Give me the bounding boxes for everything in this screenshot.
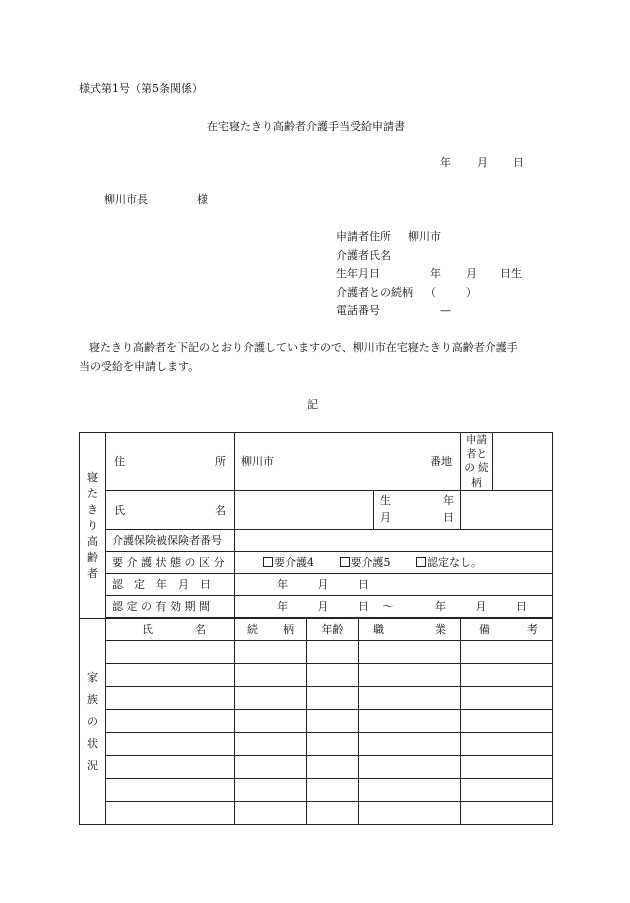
family-relation-cell[interactable] (235, 686, 307, 709)
header-char: 業 (435, 623, 446, 637)
family-remarks-cell[interactable] (461, 663, 553, 686)
family-name-cell[interactable] (106, 732, 235, 755)
family-job-cell[interactable] (359, 709, 461, 732)
section2-char: 族 (87, 692, 98, 706)
family-age-cell[interactable] (307, 755, 359, 778)
family-remarks-cell[interactable] (461, 686, 553, 709)
name-label-char: 名 (215, 503, 226, 517)
document-title: 在宅寝たきり高齢者介護手当受給申請書 (207, 120, 405, 133)
family-age-cell[interactable] (307, 732, 359, 755)
relation-label-line1: 申請者と (466, 434, 487, 461)
phone-label: 電話番号 (336, 304, 380, 317)
validity-value-cell[interactable] (235, 595, 553, 617)
family-row (80, 778, 553, 801)
address-label-char: 所 (215, 455, 226, 469)
family-age-cell[interactable] (307, 640, 359, 663)
insurance-row (80, 529, 553, 551)
family-job-cell[interactable] (359, 755, 461, 778)
option-care4[interactable] (263, 556, 314, 569)
family-relation-cell[interactable] (235, 755, 307, 778)
section1-char: 齢 (87, 550, 98, 564)
family-relation-cell[interactable] (235, 801, 307, 824)
section1-char: た (87, 486, 98, 500)
family-header-name (106, 618, 235, 640)
validity-from-month: 月 (317, 600, 329, 614)
header-char: 考 (527, 623, 538, 637)
family-header-job (359, 618, 461, 640)
birthdate-label: 生年月日 (336, 267, 380, 280)
birth-label-char: 生 (380, 494, 391, 508)
validity-to-day: 日 (516, 600, 527, 614)
section1-char: 高 (87, 534, 98, 548)
care-level-row (80, 551, 553, 573)
application-table (79, 432, 553, 825)
family-job-cell[interactable] (359, 640, 461, 663)
birth-day: 日生 (500, 267, 522, 280)
section2-char: の (87, 714, 98, 728)
birth-label-char: 日 (443, 510, 454, 524)
checkbox-icon[interactable] (340, 557, 350, 567)
section1-char: 寝 (87, 470, 98, 484)
birth-value-cell[interactable] (461, 490, 553, 529)
form-number: 様式第1号（第5条関係） (79, 82, 203, 95)
section-family (80, 618, 106, 824)
name-label-cell (106, 490, 235, 529)
family-row (80, 686, 553, 709)
date-day: 日 (513, 156, 524, 169)
family-age-cell[interactable] (307, 686, 359, 709)
family-remarks-cell[interactable] (461, 801, 553, 824)
relationship-label: 介護者との続柄 (336, 286, 413, 299)
applicant-address-label: 申請者住所 (336, 230, 391, 243)
phone-dash: — (440, 304, 451, 317)
family-header-age (307, 618, 359, 640)
birth-year: 年 (430, 267, 441, 280)
family-row (80, 755, 553, 778)
name-label-char: 氏 (114, 503, 125, 517)
cert-date-value-cell[interactable] (235, 573, 553, 595)
ki-mark: 記 (307, 398, 318, 411)
banchi-label: 番地 (430, 455, 452, 469)
addressee-name: 柳川市長 (104, 193, 148, 206)
relation-value-cell[interactable] (493, 433, 553, 491)
family-remarks-cell[interactable] (461, 732, 553, 755)
date-month: 月 (477, 156, 488, 169)
family-name-cell[interactable] (106, 686, 235, 709)
header-char: 氏 (142, 623, 153, 637)
date-year: 年 (440, 156, 451, 169)
section1-char: き (87, 502, 98, 516)
address-value-cell[interactable] (235, 433, 461, 491)
option-not-certified[interactable] (416, 556, 482, 569)
name-value-cell[interactable] (235, 490, 374, 529)
family-job-cell[interactable] (359, 778, 461, 801)
header-char: 続 (247, 623, 258, 637)
birth-label-char: 年 (443, 494, 454, 508)
insurance-label-cell (106, 529, 235, 551)
birth-label-cell (374, 490, 461, 529)
cert-month: 月 (317, 578, 329, 592)
section-elderly (80, 433, 106, 619)
addressee-honorific: 様 (197, 193, 208, 206)
option-care5[interactable] (340, 556, 391, 569)
family-name-cell[interactable] (106, 755, 235, 778)
family-header-remarks (461, 618, 553, 640)
name-row (80, 490, 553, 529)
family-job-cell[interactable] (359, 732, 461, 755)
applicant-address-value: 柳川市 (408, 230, 441, 243)
cert-date-label-cell (106, 573, 235, 595)
cert-date-row (80, 573, 553, 595)
birth-label-char: 月 (380, 510, 391, 524)
header-char: 名 (195, 623, 206, 637)
care-level-label-cell (106, 551, 235, 573)
relationship-paren-open: （ (425, 286, 436, 299)
validity-label: 認 定 の 有 効 期 間 (112, 600, 210, 614)
family-row (80, 709, 553, 732)
body-text-line2: 当の受給を申請します。 (79, 360, 200, 373)
section2-char: 家 (87, 670, 98, 684)
option-label: 認定なし。 (427, 556, 482, 570)
address-value: 柳川市 (241, 455, 274, 469)
family-name-cell[interactable] (106, 640, 235, 663)
relation-label-cell (461, 433, 493, 491)
family-relation-cell[interactable] (235, 663, 307, 686)
body-text-line1: 寝たきり高齢者を下記のとおり介護していますので、柳川市在宅寝たきり高齢者介護手 (89, 341, 518, 354)
relationship-paren-close: ） (466, 286, 477, 299)
family-age-cell[interactable] (307, 663, 359, 686)
family-age-cell[interactable] (307, 801, 359, 824)
insurance-value-cell[interactable] (235, 529, 553, 551)
family-age-cell[interactable] (307, 709, 359, 732)
family-name-cell[interactable] (106, 801, 235, 824)
checkbox-icon[interactable] (263, 557, 273, 567)
insurance-label: 介護保険被保険者番号 (112, 534, 222, 548)
family-job-cell[interactable] (359, 663, 461, 686)
care-level-label: 要 介 護 状 態 の 区 分 (112, 556, 225, 570)
section2-char: 況 (87, 758, 98, 772)
family-name-cell[interactable] (106, 709, 235, 732)
birth-month: 月 (466, 267, 477, 280)
family-age-cell[interactable] (307, 778, 359, 801)
option-label: 要介護5 (350, 556, 391, 570)
validity-to-month: 月 (475, 600, 487, 614)
family-remarks-cell[interactable] (461, 640, 553, 663)
section1-char: り (87, 518, 98, 532)
family-header-row (80, 618, 553, 640)
family-row (80, 663, 553, 686)
cert-day: 日 (358, 578, 369, 592)
family-relation-cell[interactable] (235, 778, 307, 801)
care-level-options-cell (235, 551, 553, 573)
cert-date-label: 認 定 年 月 日 (112, 578, 211, 592)
family-job-cell[interactable] (359, 801, 461, 824)
family-remarks-cell[interactable] (461, 755, 553, 778)
address-label-cell (106, 433, 235, 491)
family-remarks-cell[interactable] (461, 778, 553, 801)
header-char: 柄 (283, 623, 294, 637)
family-job-cell[interactable] (359, 686, 461, 709)
family-name-cell[interactable] (106, 663, 235, 686)
option-label: 要介護4 (274, 556, 314, 570)
family-row (80, 801, 553, 824)
validity-from-day: 日 (358, 600, 369, 614)
validity-label-cell (106, 595, 235, 617)
family-row (80, 732, 553, 755)
family-remarks-cell[interactable] (461, 709, 553, 732)
family-relation-cell[interactable] (235, 640, 307, 663)
checkbox-icon[interactable] (416, 557, 426, 567)
validity-from-year: 年 (277, 600, 288, 614)
relation-label-line2: の 続 柄 (464, 462, 489, 489)
caregiver-name-label: 介護者氏名 (336, 249, 391, 262)
header-age: 年齢 (321, 623, 344, 637)
cert-year: 年 (277, 578, 288, 592)
header-char: 備 (479, 623, 490, 637)
family-relation-cell[interactable] (235, 709, 307, 732)
address-row (80, 433, 553, 491)
address-label-char: 住 (114, 455, 125, 469)
header-char: 職 (373, 623, 384, 637)
validity-to-year: 年 (435, 600, 446, 614)
family-row (80, 640, 553, 663)
section2-char: 状 (87, 736, 98, 750)
family-header-relation (235, 618, 307, 640)
validity-row (80, 595, 553, 617)
family-name-cell[interactable] (106, 778, 235, 801)
validity-tilde: ～ (382, 600, 394, 614)
section1-char: 者 (87, 566, 98, 580)
family-relation-cell[interactable] (235, 732, 307, 755)
